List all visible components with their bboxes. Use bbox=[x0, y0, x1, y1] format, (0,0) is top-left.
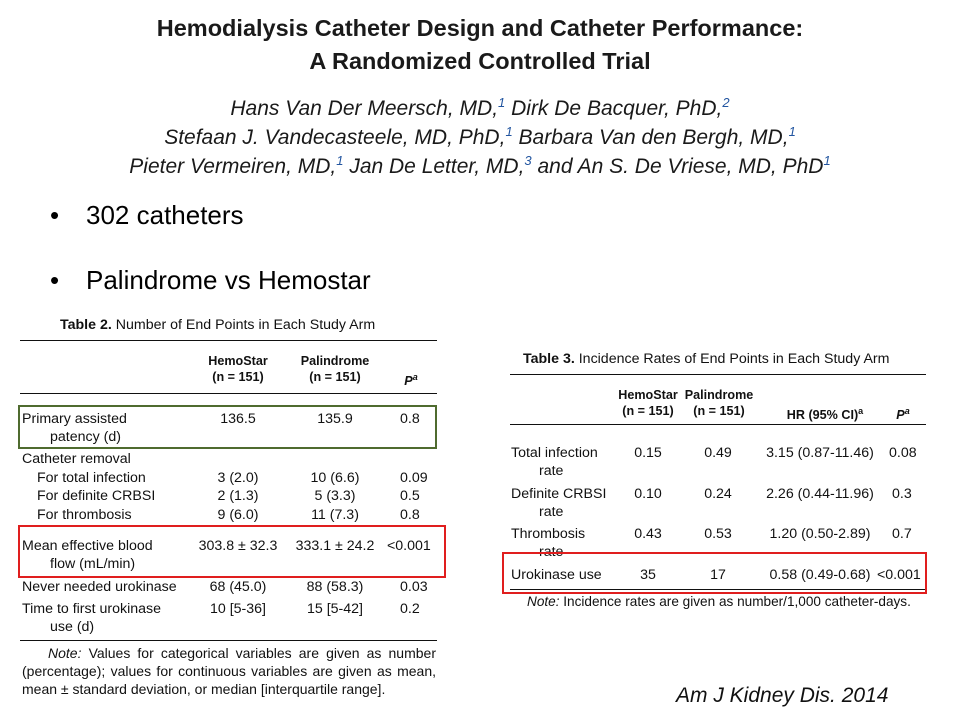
cell-value: 0.15 bbox=[634, 445, 662, 461]
row-label-thrombosis: Thrombosis rate bbox=[511, 526, 586, 560]
cell-value: 2.26 (0.44-11.96) bbox=[766, 486, 874, 502]
row-label-urokinase: Urokinase use bbox=[511, 567, 602, 583]
cell-value: 0.5 bbox=[400, 488, 420, 504]
cell-value: 17 bbox=[710, 567, 726, 583]
col-header-hemostar: HemoStar (n = 151) bbox=[618, 388, 678, 418]
bullet-text: 302 catheters bbox=[86, 200, 244, 230]
row-label: For total infection bbox=[37, 470, 146, 486]
cell-value: 0.24 bbox=[704, 486, 732, 502]
row-label-primary-patency: Primary assisted patency (d) bbox=[22, 411, 127, 445]
bullet-dot-icon: • bbox=[50, 200, 60, 230]
cell-value: 0.03 bbox=[400, 579, 428, 595]
author-name: Pieter Vermeiren, MD, bbox=[129, 155, 337, 178]
col-header-hr: HR (95% CI)$^a$ bbox=[786, 406, 864, 423]
table-3-caption-text: Incidence Rates of End Points in Each Study Arm bbox=[578, 351, 890, 367]
author-affiliation: 3 bbox=[524, 153, 532, 168]
table-3-caption-label: Table 3. bbox=[523, 351, 575, 367]
author-name: and An S. De Vriese, MD, PhD bbox=[537, 155, 824, 178]
cell-value: 0.58 (0.49-0.68) bbox=[769, 567, 871, 583]
cell-value: 88 (58.3) bbox=[306, 579, 364, 595]
table-2-caption-label: Table 2. bbox=[60, 317, 112, 333]
author-affiliation: 1 bbox=[505, 124, 513, 139]
col-header-p: $P^a$ bbox=[896, 406, 910, 423]
cell-value: 10 [5-36] bbox=[209, 601, 266, 617]
cell-value: 135.9 bbox=[317, 411, 353, 427]
author-name: Hans Van Der Meersch, MD, bbox=[230, 97, 499, 120]
cell-value: 3.15 (0.87-11.46) bbox=[766, 445, 874, 461]
row-label-time-urokinase: Time to first urokinase use (d) bbox=[22, 601, 162, 635]
row-label-mean-flow: Mean effective blood flow (mL/min) bbox=[22, 538, 153, 572]
cell-value: 0.10 bbox=[634, 486, 662, 502]
row-label-total-infection: Total infection rate bbox=[511, 445, 598, 479]
row-label: For definite CRBSI bbox=[37, 488, 156, 504]
row-label: For thrombosis bbox=[37, 507, 132, 523]
table-2-caption-text: Number of End Points in Each Study Arm bbox=[115, 317, 376, 333]
bullet-dot-icon: • bbox=[50, 265, 60, 295]
cell-value: 0.43 bbox=[634, 526, 662, 542]
paper-title-line-2: A Randomized Controlled Trial bbox=[309, 48, 651, 74]
author-affiliation: 1 bbox=[498, 95, 506, 110]
author-affiliation: 1 bbox=[823, 153, 831, 168]
bullet-text: Palindrome vs Hemostar bbox=[86, 265, 371, 295]
cell-value: 15 [5-42] bbox=[306, 601, 363, 617]
cell-value: 2 (1.3) bbox=[217, 488, 259, 504]
table-3-caption bbox=[523, 351, 889, 367]
table-3-note: Note: Incidence rates are given as number/1,000 catheter-days. bbox=[527, 594, 911, 609]
cell-value: 0.53 bbox=[704, 526, 732, 542]
col-header-hemostar: HemoStar (n = 151) bbox=[208, 354, 268, 384]
cell-value: 0.2 bbox=[400, 601, 420, 617]
cell-value: 1.20 (0.50-2.89) bbox=[769, 526, 871, 542]
cell-value: 0.8 bbox=[400, 411, 420, 427]
cell-value: 0.08 bbox=[889, 445, 917, 461]
col-header-palindrome: Palindrome (n = 151) bbox=[684, 388, 754, 418]
cell-value: <0.001 bbox=[877, 567, 921, 583]
cell-value: 0.09 bbox=[400, 470, 428, 486]
row-label-catheter-removal: Catheter removal bbox=[22, 451, 131, 467]
cell-value: 5 (3.3) bbox=[314, 488, 356, 504]
table-2-note: Note: Values for categorical variables are given as number (percentage); values for continuous variables are given as mean, mean ± standard deviation, or median [interquartile range]. bbox=[22, 645, 436, 697]
author-affiliation: 1 bbox=[788, 124, 796, 139]
col-header-palindrome: Palindrome (n = 151) bbox=[300, 354, 370, 384]
cell-value: 303.8 ± 32.3 bbox=[198, 538, 278, 554]
cell-value: 3 (2.0) bbox=[217, 470, 259, 486]
author-affiliation: 1 bbox=[336, 153, 344, 168]
highlight-box-red bbox=[502, 552, 927, 594]
cell-value: 11 (7.3) bbox=[311, 507, 359, 523]
row-label-definite-crbsi: Definite CRBSI rate bbox=[511, 486, 607, 520]
cell-value: 10 (6.6) bbox=[310, 470, 360, 486]
cell-value: 136.5 bbox=[220, 411, 256, 427]
author-name: Stefaan J. Vandecasteele, MD, PhD, bbox=[164, 126, 506, 149]
col-header-p: $P^a$ bbox=[404, 372, 418, 389]
cell-value: 9 (6.0) bbox=[217, 507, 259, 523]
author-name: Barbara Van den Bergh, MD, bbox=[518, 126, 789, 149]
author-affiliation: 2 bbox=[722, 95, 730, 110]
cell-value: 68 (45.0) bbox=[209, 579, 267, 595]
citation: Am J Kidney Dis. 2014 bbox=[676, 684, 889, 707]
table-rule bbox=[510, 374, 926, 375]
cell-value: 0.49 bbox=[704, 445, 732, 461]
author-name: Dirk De Bacquer, PhD, bbox=[511, 97, 723, 120]
author-name: Jan De Letter, MD, bbox=[349, 155, 525, 178]
cell-value: 0.8 bbox=[400, 507, 420, 523]
cell-value: 333.1 ± 24.2 bbox=[295, 538, 375, 554]
paper-title-line-1: Hemodialysis Catheter Design and Catheter Performance: bbox=[156, 15, 804, 41]
table-rule bbox=[510, 424, 926, 425]
cell-value: 0.7 bbox=[892, 526, 912, 542]
row-label: Never needed urokinase bbox=[22, 579, 177, 595]
cell-value: 0.3 bbox=[892, 486, 912, 502]
cell-value: <0.001 bbox=[387, 538, 431, 554]
cell-value: 35 bbox=[640, 567, 656, 583]
